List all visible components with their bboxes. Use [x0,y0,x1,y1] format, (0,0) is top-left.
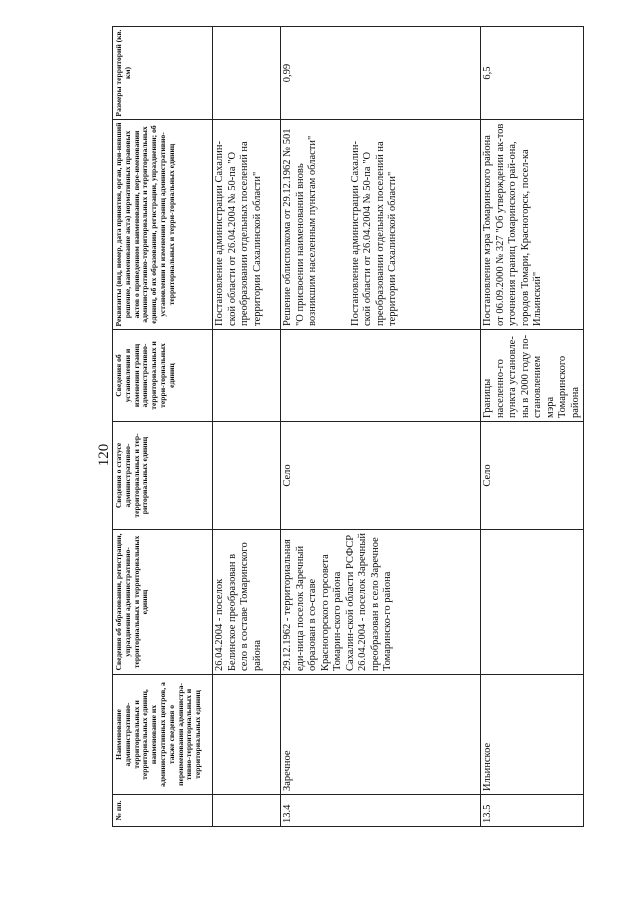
requisite-entry: Постановление администрации Сахалин-ской области от 26.04.2004 № 50-па "О преобразовании отдельных поселений на территории Сахалинской области" [349,140,398,326]
cell-info: 26.04.2004 - поселок Белинское преобразован в село в составе Томаринского района [213,530,281,675]
header-num: № пп. [113,795,213,827]
cell-boundaries [281,330,481,422]
header-boundaries: Сведения об установлении и изменении границ административно-территориальных и терри-ториальных единиц [113,330,213,422]
header-status: Сведения о статусе административно-территориальных и тер-риториальных единиц [113,422,213,530]
info-entry: 26.04.2004 - поселок Заречный преобразован в село Заречное Томаринско-го района [357,533,393,671]
header-requisites: Реквизиты (вид, номер, дата принятия, орган, при-нявший решение, наименование акта) нормативных правовых актов о приведенном наименовании, пере-именовании административно-территориальных и территориальных единиц, об их образовании, регистрации, упразднении; об установлении и изменении границ административно-территориальных и терри-ториальных единиц [113,120,213,330]
table-row [213,27,281,827]
cell-name: Ильинское [481,675,584,795]
cell-area [213,27,281,120]
table-row [481,27,584,827]
header-info: Сведения об образовании, регистрации, упразднении административно-территориальных и территориальных единиц [113,530,213,675]
cell-name [213,675,281,795]
cell-area: 6,5 [481,27,584,120]
header-name: Наименование административно-территориальных и территориальных единиц, наименование их административных центров, а также сведения о переименовании администра-тивно-территориальных и территориальных единиц [113,675,213,795]
info-entry: 29.12.1962 - территориальная еди-ница поселок Заречный образован в со-ставе Красногорского горсовета Томарин-ского района Сахалин-ской области РСФСР [282,534,356,671]
cell-info [281,530,481,675]
registry-table [112,26,584,827]
cell-status: Село [281,422,481,530]
cell-status [213,422,281,530]
table-row [281,27,481,827]
cell-num: 13.4 [281,795,481,827]
cell-name: Заречное [281,675,481,795]
header-area: Размеры территорий (кв. км) [113,27,213,120]
cell-num [213,795,281,827]
cell-requisites: Постановление администрации Сахалин-ской области от 26.04.2004 № 50-па "О преобразовании отдельных поселений на территории Сахалинской области" [213,120,281,330]
cell-num: 13.5 [481,795,584,827]
cell-info [481,530,584,675]
page-number: 120 [96,443,112,467]
cell-boundaries: Границы населенно-го пункта установле-ны в 2000 году по-становлением мэра Томаринского района [481,330,584,422]
requisite-entry: Решение облисполкома от 29.12.1962 № 501 "О присвоении наименований вновь возникшим населенным пунктам области" [282,128,318,326]
cell-boundaries [213,330,281,422]
cell-status: Село [481,422,584,530]
cell-requisites: Постановление мэра Томаринского района от 06.09.2000 № 327 "Об утверждении ак-тов уточнения границ Томаринского рай-она, городов Томари, Красногорск, посел-ка Ильинский" [481,120,584,330]
table-header-row [113,27,213,827]
cell-requisites [281,120,481,330]
cell-area: 0,99 [281,27,481,120]
